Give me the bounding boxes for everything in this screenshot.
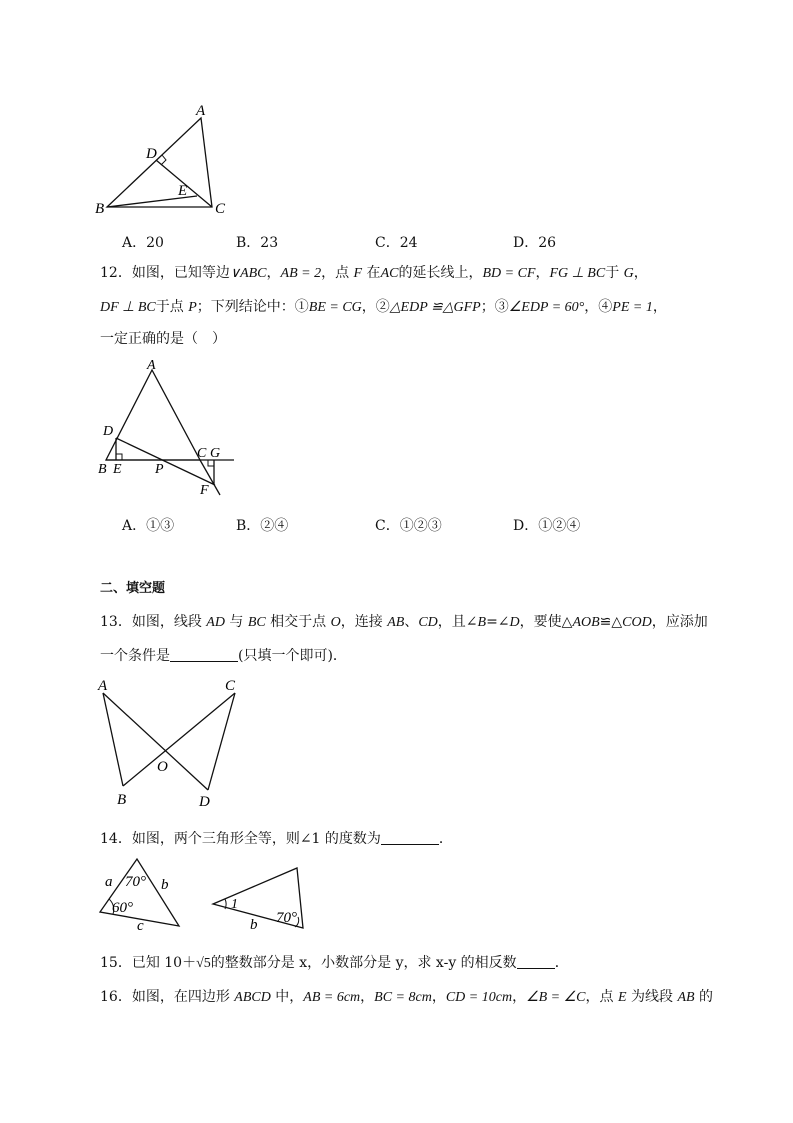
q13-label-b: B [117,792,127,808]
q11-option-b[interactable]: B．23 [236,235,279,251]
q12-line-2: DF ⊥ BC于点 P；下列结论中：①BE = CG，②△EDP ≌△GFP；③∠EDP = 60°，④PE = 1， [100,299,667,315]
q11-label-a: A [196,103,206,119]
q14-label-b2: b [250,917,258,933]
q12-label-p: P [155,462,164,477]
q13-figure [95,675,255,815]
q11-label-e: E [178,183,188,199]
q14-label-1: 1 [231,897,238,912]
q14-angle-arc-2 [225,899,226,909]
q12-option-d[interactable]: D．①②④ [513,518,581,534]
q13-label-d: D [199,794,210,810]
q13-answer-blank[interactable] [170,647,238,662]
q12-label-e: E [113,462,122,477]
q13-segment-cd [208,693,235,790]
q13-segment-ad [103,693,208,790]
q14-label-a: a [105,874,113,890]
q13-line-2: 一个条件是 (只填一个即可)． [100,648,347,664]
q14-answer-blank[interactable] [381,830,439,845]
q11-option-a[interactable]: A．20 [122,235,164,251]
q12-option-b[interactable]: B．②④ [236,518,289,534]
q13-segment-bc [123,693,235,786]
q12-triangle-abc [106,370,200,460]
q11-option-d[interactable]: D．26 [513,235,557,251]
q13-label-c: C [225,678,236,694]
q12-right-angle-e [116,454,122,460]
q12-label-d: D [103,424,114,439]
q11-label-c: C [215,201,226,217]
q12-line-3: 一定正确的是（ ） [100,331,226,347]
q14-figure [95,855,315,935]
q13-label-a: A [98,678,108,694]
q14-text: 14．如图，两个三角形全等，则∠1 的度数为 ． [100,831,453,847]
q11-figure [90,100,250,220]
q15-answer-blank[interactable] [517,954,555,969]
q12-option-a[interactable]: A．①③ [122,518,175,534]
q11-label-d: D [146,146,157,162]
q11-right-angle-mark [161,155,166,165]
q12-label-g: G [210,446,221,461]
q12-label-b: B [98,462,107,477]
section-title-fill-in: 二、填空题 [100,581,166,596]
q14-label-60: 60° [112,900,133,916]
q12-option-c[interactable]: C．①②③ [375,518,442,534]
q15-text: 15．已知 10＋√5的整数部分是 x，小数部分是 y，求 x-y 的相反数 ． [100,955,569,971]
q11-label-b: B [95,201,105,217]
q13-line-1: 13．如图，线段 AD 与 BC 相交于点 O，连接 AB、CD，且∠B=∠D，要使△AOB≌△COD，应添加 [100,614,708,630]
q12-figure [95,360,245,500]
q12-label-c: C [197,446,207,461]
q14-label-70b: 70° [276,910,297,926]
q12-label-f: F [200,483,209,498]
q12-line-1: 12．如图，已知等边∨ABC，AB = 2，点 F 在AC的延长线上，BD = CF，FG ⊥ BC于 G， [100,265,648,281]
q12-label-a: A [147,358,156,373]
q16-text: 16．如图，在四边形 ABCD 中，AB = 6cm，BC = 8cm，CD = 10cm，∠B = ∠C，点 E 为线段 AB 的 [100,989,713,1005]
q11-option-c[interactable]: C．24 [375,235,418,251]
q13-segment-ab [103,693,123,786]
q14-label-b: b [161,877,169,893]
q14-label-c: c [137,918,144,934]
q13-label-o: O [157,759,168,775]
q14-label-70: 70° [125,874,146,890]
